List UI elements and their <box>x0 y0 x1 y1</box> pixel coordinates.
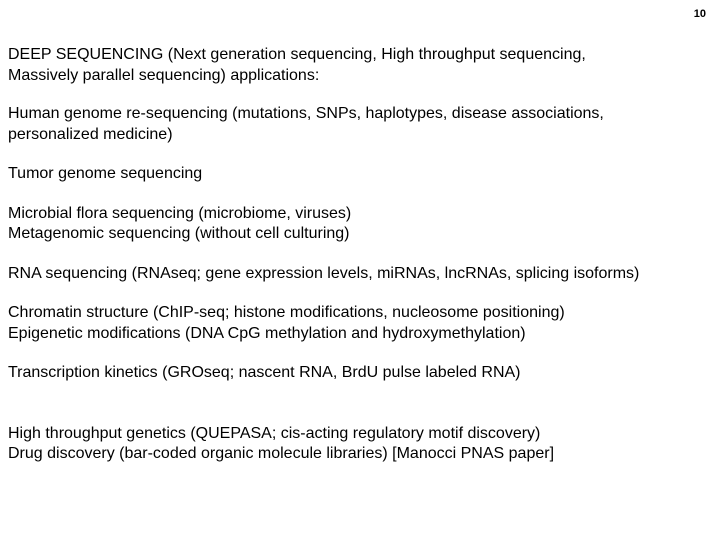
application-line: Chromatin structure (ChIP-seq; histone modifications, nucleosome positioning) <box>8 304 565 321</box>
application-line: Epigenetic modifications (DNA CpG methylation and hydroxymethylation) <box>8 324 526 342</box>
application-group-transcription <box>8 363 716 384</box>
application-group-genetics-drug <box>8 424 716 465</box>
application-line: Microbial flora sequencing (microbiome, viruses) <box>8 204 352 222</box>
title-line: Massively parallel sequencing) applications: <box>8 66 320 84</box>
slide-body <box>8 45 716 465</box>
application-line: personalized medicine) <box>8 125 173 143</box>
title-line: DEEP SEQUENCING (Next generation sequencing, High throughput sequencing, <box>8 46 586 63</box>
application-line: RNA sequencing (RNAseq; gene expression levels, miRNAs, lncRNAs, splicing isoforms) <box>8 264 640 282</box>
application-group-tumor-genome <box>8 164 716 185</box>
slide-title <box>8 45 716 86</box>
page-number: 10 <box>693 8 706 20</box>
application-group-rna-sequencing <box>8 264 716 285</box>
application-line: Tumor genome sequencing <box>8 165 203 182</box>
application-group-chromatin <box>8 303 716 344</box>
application-group-microbial <box>8 204 716 245</box>
application-line: Drug discovery (bar-coded organic molecule libraries) [Manocci PNAS paper] <box>8 445 555 462</box>
application-line: Metagenomic sequencing (without cell culturing) <box>8 225 350 242</box>
application-group-human-genome <box>8 104 716 145</box>
application-line: High throughput genetics (QUEPASA; cis-acting regulatory motif discovery) <box>8 424 541 442</box>
application-line: Human genome re-sequencing (mutations, SNPs, haplotypes, disease associations, <box>8 105 604 122</box>
application-line: Transcription kinetics (GROseq; nascent RNA, BrdU pulse labeled RNA) <box>8 364 521 381</box>
